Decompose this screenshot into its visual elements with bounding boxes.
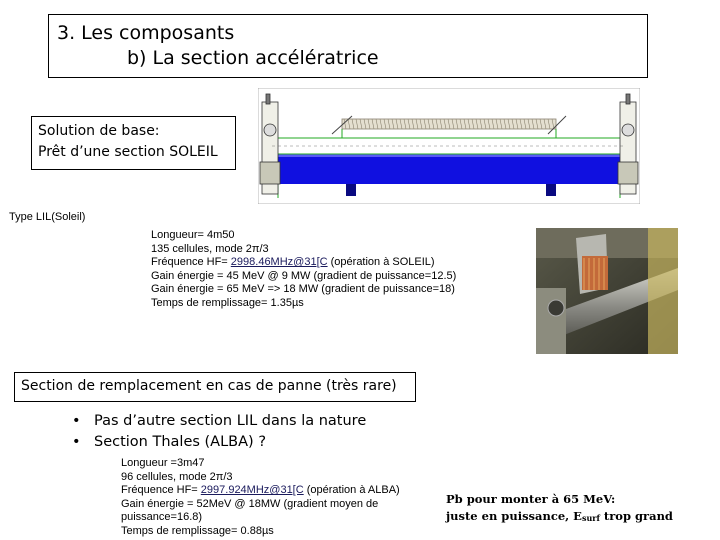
solution-line-1: Solution de base: xyxy=(38,123,160,139)
thales-fill-time: Temps de remplissage= 0.88µs xyxy=(121,524,274,537)
type-label: Type LIL(Soleil) xyxy=(9,211,86,223)
freq-link[interactable]: 2998.46MHz@31[C xyxy=(230,256,328,269)
freq-label: Fréquence HF= xyxy=(121,484,201,497)
freq-label: Fréquence HF= xyxy=(151,256,231,269)
bullet-item: • Section Thales (ALBA) ? xyxy=(72,432,366,453)
problem-line-1: Pb pour monter à 65 MeV: xyxy=(446,492,616,506)
thales-specs xyxy=(121,457,400,539)
problem-text-end: trop grand xyxy=(599,509,673,523)
soleil-fill-time: Temps de remplissage= 1.35µs xyxy=(151,296,304,309)
soleil-cells: 135 cellules, mode 2π/3 xyxy=(151,242,269,255)
title-line-2: b) La section accélératrice xyxy=(127,47,379,69)
solution-line-2: Prêt d’une section SOLEIL xyxy=(38,144,218,160)
soleil-gain-9mw: Gain énergie = 45 MeV @ 9 MW (gradient de puissance=12.5) xyxy=(151,269,457,282)
problem-note xyxy=(446,491,673,527)
thales-cells: 96 cellules, mode 2π/3 xyxy=(121,470,233,483)
bullet-item: • Pas d’autre section LIL dans la nature xyxy=(72,411,366,432)
accelerator-section-drawing xyxy=(258,88,640,204)
problem-line-2 xyxy=(446,508,673,527)
thales-gain: Gain énergie = 52MeV @ 18MW (gradient moyen de xyxy=(121,497,379,510)
soleil-length: Longueur= 4m50 xyxy=(151,229,235,241)
title-line-1: 3. Les composants xyxy=(57,22,235,44)
thales-frequency xyxy=(121,484,400,498)
soleil-gain-18mw: Gain énergie = 65 MeV => 18 MW (gradient de puissance=18) xyxy=(151,283,455,296)
thales-length: Longueur =3m47 xyxy=(121,457,205,469)
soleil-frequency xyxy=(151,256,456,270)
soleil-specs xyxy=(151,229,456,311)
accelerator-photo xyxy=(536,228,678,354)
solution-box xyxy=(31,116,236,170)
thales-gain-cont: puissance=16.8) xyxy=(121,511,203,524)
problem-text: juste en puissance, E xyxy=(446,509,582,523)
bullet-list xyxy=(72,411,366,453)
freq-note: (opération à SOLEIL) xyxy=(327,256,435,269)
replacement-box: Section de remplacement en cas de panne (très rare) xyxy=(14,372,416,402)
surf-subscript: surf xyxy=(581,513,600,523)
freq-note: (opération à ALBA) xyxy=(303,484,400,497)
freq-link[interactable]: 2997.924MHz@31[C xyxy=(200,484,304,497)
slide-title xyxy=(48,14,648,78)
